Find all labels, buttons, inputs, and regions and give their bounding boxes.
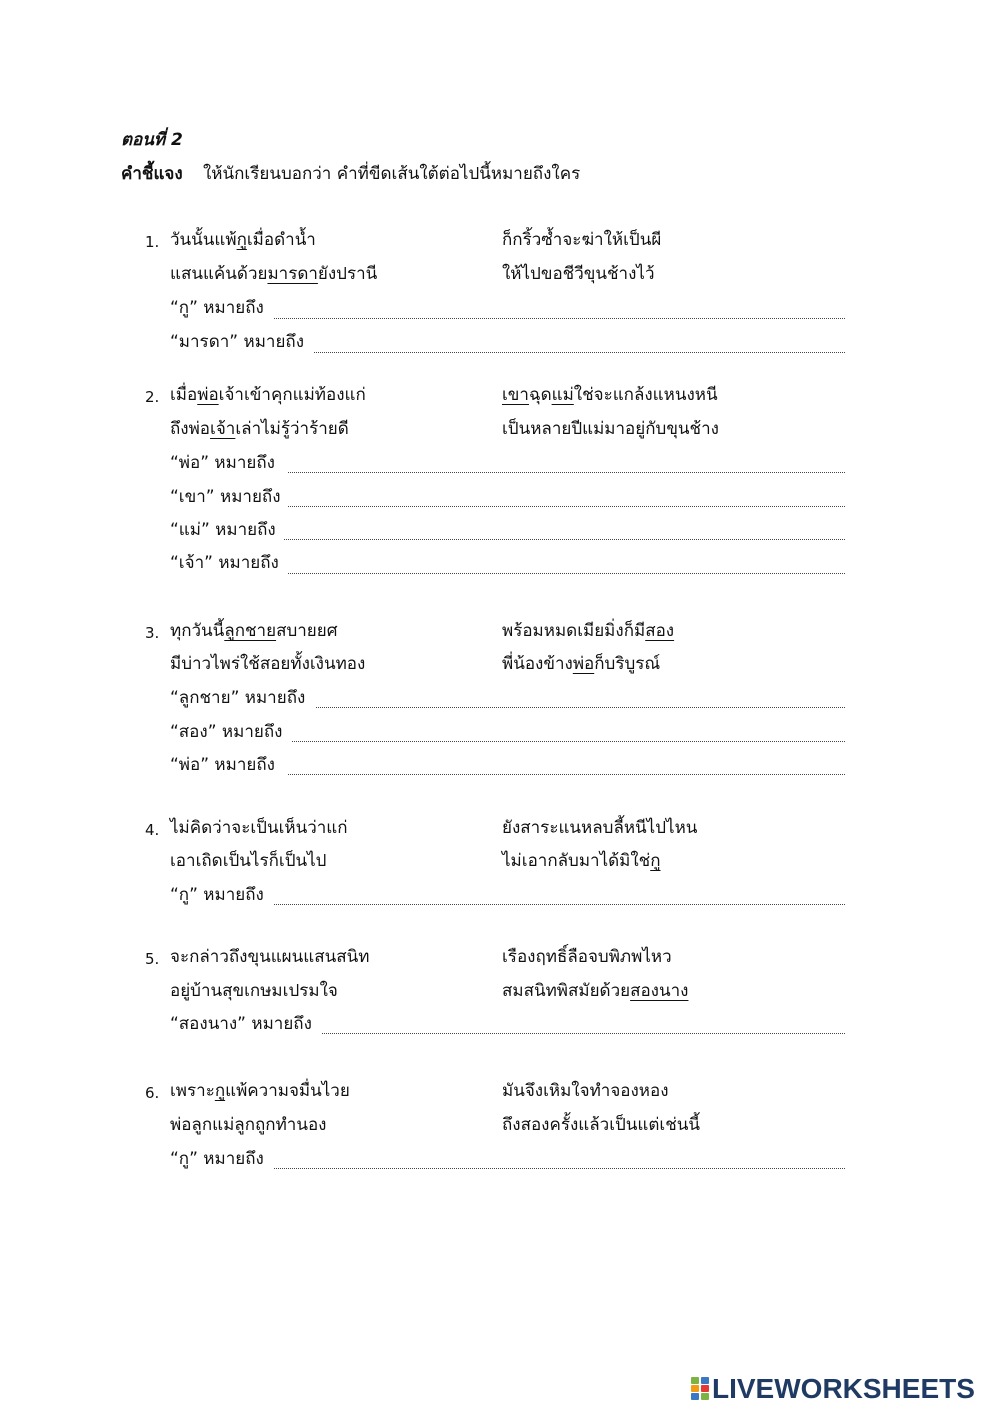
prompt-label: “สอง” หมายถึง: [170, 722, 283, 742]
underlined-word: กู: [650, 851, 661, 871]
prompt-label: “กู” หมายถึง: [170, 1149, 264, 1169]
underlined-word: เขา: [502, 385, 529, 405]
answer-field[interactable]: [274, 1148, 845, 1169]
underlined-word: เจ้า: [210, 419, 236, 439]
verse-line: เขาฉุดแม่ใช่จะแกล้งแหนงหนี: [502, 385, 718, 405]
prompt-label: “พ่อ” หมายถึง: [170, 453, 275, 473]
verse-line: ไม่เอากลับมาได้มิใช่กู: [502, 851, 661, 871]
question-number: 6.: [145, 1084, 160, 1102]
verse-line: ทุกวันนี้ลูกชายสบายยศ: [170, 621, 338, 641]
verse-line: แสนแค้นด้วยมารดายังปรานี: [170, 264, 378, 284]
answer-field[interactable]: [274, 298, 845, 319]
underlined-word: สองนาง: [630, 981, 689, 1001]
prompt-label: “แม่” หมายถึง: [170, 520, 276, 540]
prompt-label: “ลูกชาย” หมายถึง: [170, 688, 306, 708]
question-number: 5.: [145, 950, 160, 968]
underlined-word: กู: [236, 230, 247, 250]
verse-line: พี่น้องข้างพ่อก็บริบูรณ์: [502, 654, 661, 674]
section-title: ตอนที่ 2: [121, 130, 183, 150]
question-number: 2.: [145, 388, 160, 406]
answer-field[interactable]: [292, 721, 845, 742]
verse-line: ก็กริ้วซ้ำจะฆ่าให้เป็นผี: [502, 230, 662, 250]
verse-line: จะกล่าวถึงขุนแผนแสนสนิท: [170, 947, 370, 967]
verse-line: ยังสาระแนหลบลี้หนีไปไหน: [502, 818, 698, 838]
liveworksheets-logo-icon: [691, 1377, 709, 1401]
prompt-label: “มารดา” หมายถึง: [170, 332, 304, 352]
verse-line: เมื่อพ่อเจ้าเข้าคุกแม่ท้องแก่: [170, 385, 366, 405]
verse-line: เอาเถิดเป็นไรก็เป็นไป: [170, 851, 327, 871]
prompt-label: “เจ้า” หมายถึง: [170, 553, 279, 573]
answer-field[interactable]: [288, 553, 845, 574]
verse-line: มันจึงเหิมใจทำจองหอง: [502, 1081, 669, 1101]
answer-field[interactable]: [314, 332, 845, 353]
answer-field[interactable]: [288, 754, 845, 775]
question-number: 1.: [145, 233, 160, 251]
verse-line: เป็นหลายปีแม่มาอยู่กับขุนช้าง: [502, 419, 719, 439]
verse-line: ให้ไปขอชีวีขุนช้างไว้: [502, 264, 655, 284]
prompt-label: “สองนาง” หมายถึง: [170, 1014, 312, 1034]
question-number: 3.: [145, 624, 160, 642]
instruction-text: ให้นักเรียนบอกว่า คำที่ขีดเส้นใต้ต่อไปนี้หมายถึงใคร: [203, 164, 581, 184]
answer-field[interactable]: [288, 452, 845, 473]
verse-line: ถึงสองครั้งแล้วเป็นแต่เช่นนี้: [502, 1115, 701, 1135]
instruction-label: คำชี้แจง: [121, 164, 183, 184]
verse-line: พร้อมหมดเมียมิ่งก็มีสอง: [502, 621, 675, 641]
underlined-word: สอง: [645, 621, 675, 641]
verse-line: สมสนิทพิสมัยด้วยสองนาง: [502, 981, 689, 1001]
verse-line: ถึงพ่อเจ้าเล่าไม่รู้ว่าร้ายดี: [170, 419, 349, 439]
logo-text: LIVEWORKSHEETS: [712, 1373, 975, 1404]
answer-field[interactable]: [284, 519, 845, 540]
verse-line: พ่อลูกแม่ลูกถูกทำนอง: [170, 1115, 327, 1135]
answer-field[interactable]: [316, 687, 845, 708]
underlined-word: แม่: [551, 385, 574, 405]
prompt-label: “กู” หมายถึง: [170, 885, 264, 905]
verse-line: มีบ่าวไพร่ใช้สอยทั้งเงินทอง: [170, 654, 366, 674]
underlined-word: กู: [214, 1081, 226, 1101]
answer-field[interactable]: [274, 884, 845, 905]
verse-line: ไม่คิดว่าจะเป็นเห็นว่าแก่: [170, 818, 348, 838]
underlined-word: ลูกชาย: [224, 621, 277, 641]
underlined-word: พ่อ: [572, 654, 595, 674]
question-number: 4.: [145, 821, 160, 839]
underlined-word: มารดา: [267, 264, 318, 284]
answer-field[interactable]: [288, 486, 845, 507]
verse-line: วันนั้นแพ้กูเมื่อดำน้ำ: [170, 230, 316, 250]
verse-line: อยู่บ้านสุขเกษมเปรมใจ: [170, 981, 338, 1001]
liveworksheets-logo[interactable]: [691, 1374, 989, 1404]
prompt-label: “พ่อ” หมายถึง: [170, 755, 275, 775]
prompt-label: “เขา” หมายถึง: [170, 487, 281, 507]
prompt-label: “กู” หมายถึง: [170, 298, 264, 318]
underlined-word: พ่อ: [197, 385, 219, 405]
verse-line: เพราะกูแพ้ความจมื่นไวย: [170, 1081, 350, 1101]
verse-line: เรืองฤทธิ์ลือจบพิภพไหว: [502, 947, 672, 967]
answer-field[interactable]: [322, 1013, 845, 1034]
